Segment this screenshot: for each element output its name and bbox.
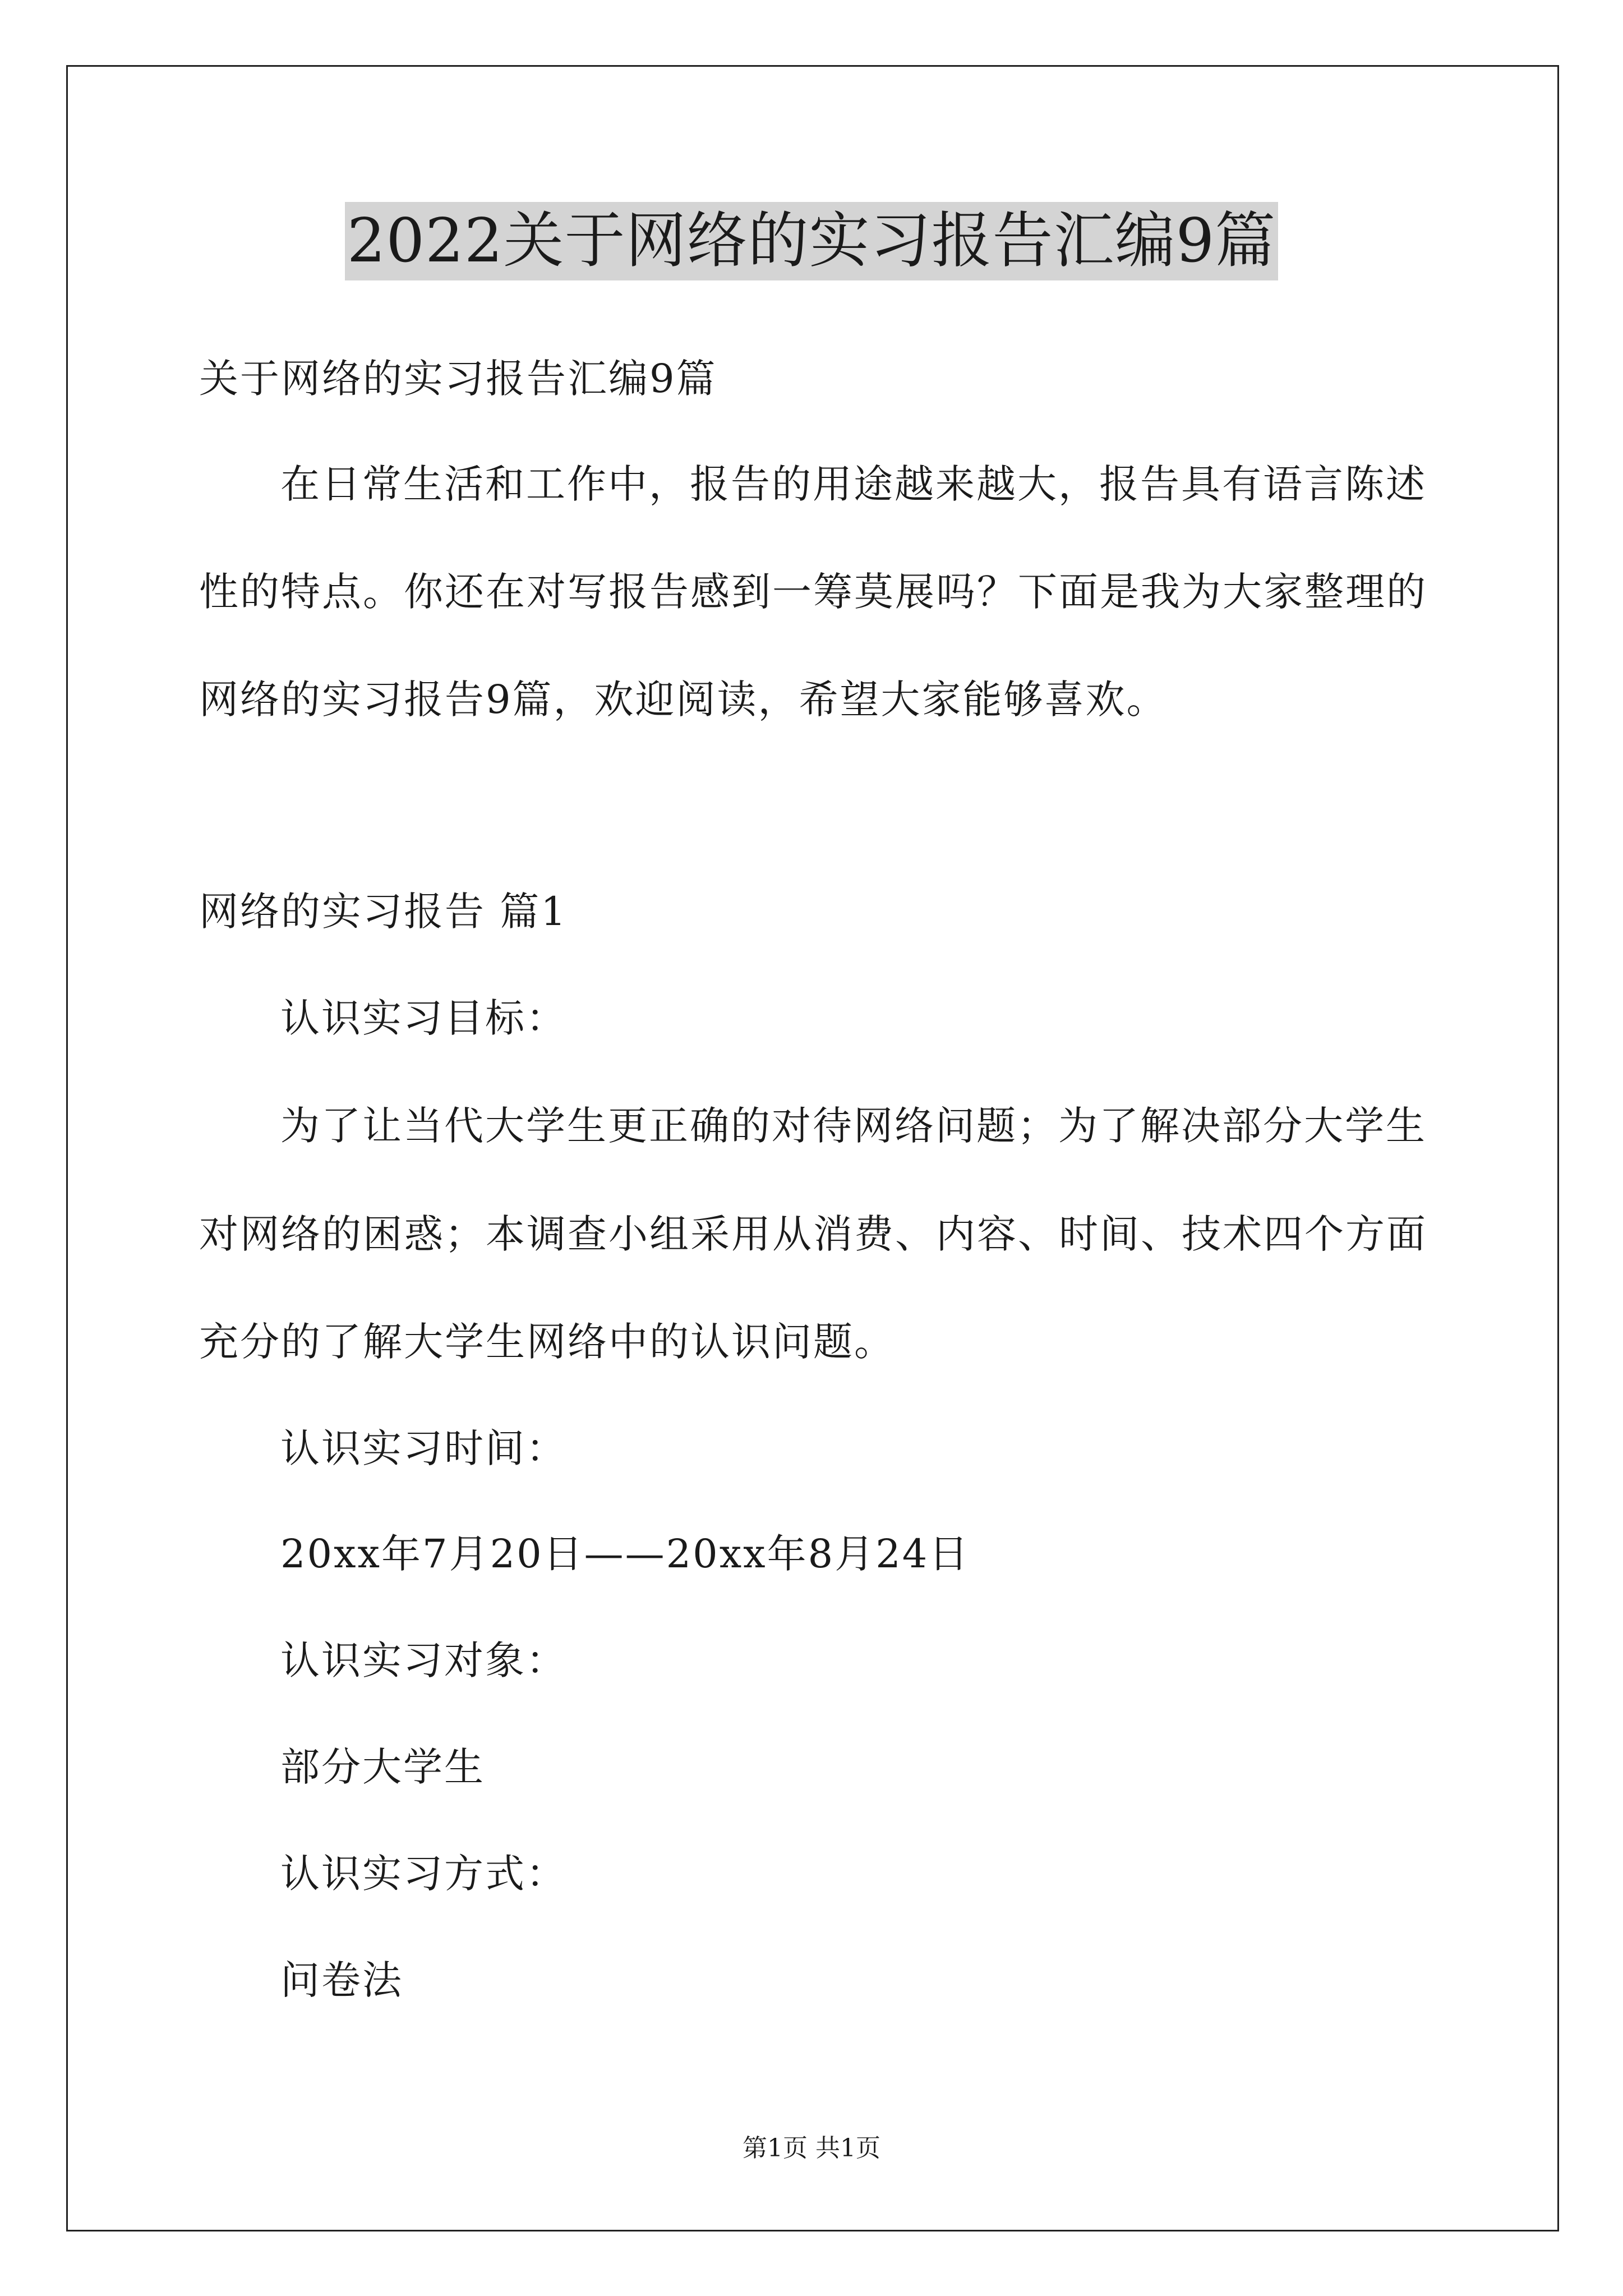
section-heading: 网络的实习报告 篇1 bbox=[199, 889, 568, 935]
goal-line-2: 对网络的困惑；本调查小组采用从消费、内容、时间、技术四个方面 bbox=[199, 1211, 1427, 1257]
intro-line-3: 网络的实习报告9篇，欢迎阅读，希望大家能够喜欢。 bbox=[199, 677, 1168, 723]
intro-line-1: 在日常生活和工作中，报告的用途越来越大，报告具有语言陈述 bbox=[280, 461, 1427, 507]
document-title: 2022关于网络的实习报告汇编9篇 bbox=[345, 202, 1279, 280]
page-footer: 第1页 共1页 bbox=[743, 2134, 880, 2162]
goal-line-1: 为了让当代大学生更正确的对待网络问题；为了解决部分大学生 bbox=[280, 1103, 1427, 1149]
time-label: 认识实习时间： bbox=[280, 1425, 567, 1471]
goal-label: 认识实习目标： bbox=[280, 995, 567, 1041]
goal-line-3: 充分的了解大学生网络中的认识问题。 bbox=[199, 1319, 895, 1365]
document-subtitle: 关于网络的实习报告汇编9篇 bbox=[199, 356, 717, 402]
method-value: 问卷法 bbox=[280, 1957, 403, 2003]
method-label: 认识实习方式： bbox=[280, 1851, 567, 1897]
title-container bbox=[0, 202, 1623, 280]
intro-line-2: 性的特点。你还在对写报告感到一筹莫展吗？下面是我为大家整理的 bbox=[199, 569, 1427, 615]
time-value: 20xx年7月20日——20xx年8月24日 bbox=[280, 1531, 970, 1577]
object-label: 认识实习对象： bbox=[280, 1637, 567, 1683]
object-value: 部分大学生 bbox=[280, 1744, 485, 1790]
